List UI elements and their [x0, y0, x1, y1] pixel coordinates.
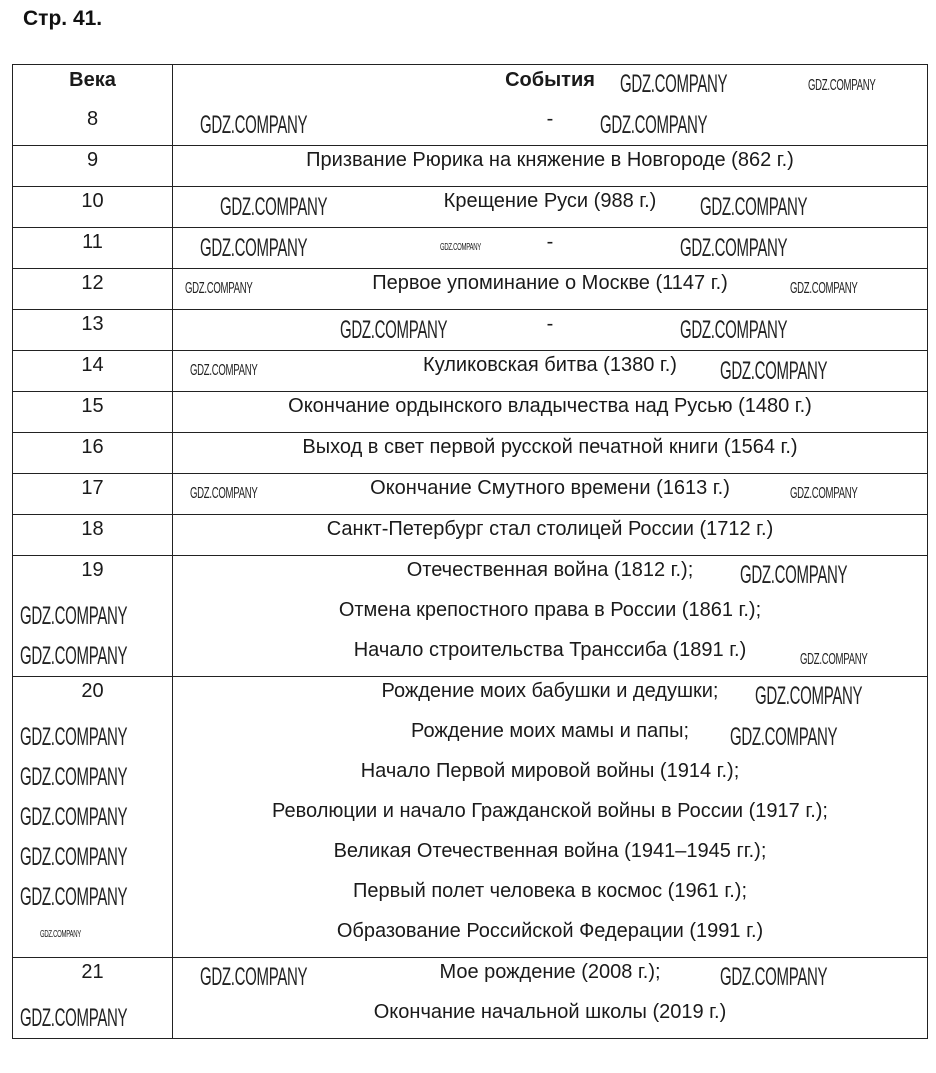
events-cell — [173, 228, 927, 268]
watermark-text: GDZ.COMPANY — [185, 280, 253, 297]
century-cell — [13, 556, 173, 676]
event-text: - — [546, 313, 554, 335]
events-cell — [173, 392, 927, 432]
events-cell — [173, 556, 927, 676]
watermark-text: GDZ.COMPANY — [200, 111, 308, 139]
watermark-text: GDZ.COMPANY — [20, 803, 128, 831]
century-number: 9 — [86, 149, 99, 171]
watermark-text: GDZ.COMPANY — [20, 763, 128, 791]
watermark-text: GDZ.COMPANY — [800, 651, 868, 668]
watermark-text: GDZ.COMPANY — [190, 362, 258, 379]
event-text: Окончание начальной школы (2019 г.) — [373, 1001, 727, 1023]
event-text: Крещение Руси (988 г.) — [443, 190, 657, 212]
watermark-text: GDZ.COMPANY — [808, 77, 876, 94]
century-cell — [13, 392, 173, 432]
event-text: - — [546, 231, 554, 253]
century-cell — [13, 269, 173, 309]
century-cell — [13, 958, 173, 1038]
event-text: Окончание ордынского владычества над Русью (1480 г.) — [288, 395, 812, 417]
century-number: 13 — [81, 313, 104, 335]
century-cell — [13, 677, 173, 957]
events-cell — [173, 187, 927, 227]
events-cell — [173, 958, 927, 1038]
watermark-text: GDZ.COMPANY — [20, 723, 128, 751]
events-cell — [173, 310, 927, 350]
watermark-text: GDZ.COMPANY — [790, 280, 858, 297]
century-cell — [13, 105, 173, 145]
watermark-text: GDZ.COMPANY — [20, 883, 128, 911]
events-cell — [173, 515, 927, 555]
century-cell — [13, 433, 173, 473]
century-number: 10 — [81, 190, 104, 212]
event-text: Отечественная война (1812 г.); — [406, 559, 694, 581]
century-number: 17 — [81, 477, 104, 499]
events-cell — [173, 351, 927, 391]
table-row — [13, 186, 927, 227]
events-cell — [173, 474, 927, 514]
header-centuries-cell — [13, 65, 173, 105]
century-number: 16 — [81, 436, 104, 458]
watermark-text: GDZ.COMPANY — [720, 357, 828, 385]
watermark-text: GDZ.COMPANY — [220, 193, 328, 221]
watermark-text: GDZ.COMPANY — [700, 193, 808, 221]
watermark-text: GDZ.COMPANY — [755, 682, 863, 710]
century-number: 20 — [81, 680, 104, 702]
watermark-text: GDZ.COMPANY — [20, 602, 128, 630]
event-text: Революции и начало Гражданской войны в России (1917 г.); — [272, 800, 828, 822]
history-table — [12, 64, 928, 1039]
events-cell — [173, 105, 927, 145]
century-number: 8 — [86, 108, 99, 130]
watermark-text: GDZ.COMPANY — [200, 234, 308, 262]
table-row — [13, 105, 927, 145]
century-number: 21 — [81, 961, 104, 983]
watermark-text: GDZ.COMPANY — [190, 485, 258, 502]
century-cell — [13, 146, 173, 186]
event-text: Рождение моих бабушки и дедушки; — [381, 680, 719, 702]
table-body — [13, 105, 927, 1038]
table-row — [13, 268, 927, 309]
table-row — [13, 957, 927, 1038]
watermark-text: GDZ.COMPANY — [680, 316, 788, 344]
watermark-text: GDZ.COMPANY — [200, 963, 308, 991]
watermark-text: GDZ.COMPANY — [680, 234, 788, 262]
events-cell — [173, 433, 927, 473]
watermark-text: GDZ.COMPANY — [790, 485, 858, 502]
event-text: - — [546, 108, 554, 130]
event-text: Призвание Рюрика на княжение в Новгороде (862 г.) — [306, 149, 794, 171]
event-text: Великая Отечественная война (1941–1945 гг.); — [333, 840, 767, 862]
table-row — [13, 391, 927, 432]
watermark-text: GDZ.COMPANY — [20, 843, 128, 871]
table-row — [13, 432, 927, 473]
watermark-text: GDZ.COMPANY — [440, 242, 481, 253]
table-row — [13, 473, 927, 514]
header-events-cell — [173, 65, 927, 105]
event-text: Начало Первой мировой войны (1914 г.); — [360, 760, 740, 782]
event-text: Мое рождение (2008 г.); — [439, 961, 661, 983]
century-number: 12 — [81, 272, 104, 294]
century-cell — [13, 228, 173, 268]
watermark-text: GDZ.COMPANY — [740, 561, 848, 589]
watermark-text: GDZ.COMPANY — [600, 111, 708, 139]
event-text: Начало строительства Транссиба (1891 г.) — [353, 639, 747, 661]
century-number: 14 — [81, 354, 104, 376]
header-centuries: Века — [69, 69, 116, 91]
event-text: Рождение моих мамы и папы; — [410, 720, 690, 742]
century-number: 15 — [81, 395, 104, 417]
watermark-text: GDZ.COMPANY — [720, 963, 828, 991]
event-text: Выход в свет первой русской печатной книги (1564 г.) — [302, 436, 798, 458]
century-cell — [13, 187, 173, 227]
table-row — [13, 350, 927, 391]
century-cell — [13, 515, 173, 555]
table-row — [13, 514, 927, 555]
table-header-row — [13, 65, 927, 105]
event-text: Отмена крепостного права в России (1861 г.); — [338, 599, 762, 621]
century-cell — [13, 351, 173, 391]
event-text: Куликовская битва (1380 г.) — [423, 354, 677, 376]
watermark-text: GDZ.COMPANY — [40, 929, 81, 940]
event-text: Окончание Смутного времени (1613 г.) — [370, 477, 730, 499]
table-row — [13, 676, 927, 957]
page-title: Стр. 41. — [23, 7, 103, 30]
table-row — [13, 227, 927, 268]
watermark-text: GDZ.COMPANY — [730, 723, 838, 751]
events-cell — [173, 269, 927, 309]
header-events: События — [505, 69, 595, 91]
century-cell — [13, 474, 173, 514]
watermark-text: GDZ.COMPANY — [340, 316, 448, 344]
event-text: Образование Российской Федерации (1991 г.) — [336, 920, 764, 942]
event-text: Первое упоминание о Москве (1147 г.) — [372, 272, 728, 294]
watermark-text: GDZ.COMPANY — [620, 70, 728, 98]
century-number: 18 — [81, 518, 104, 540]
watermark-text: GDZ.COMPANY — [20, 642, 128, 670]
watermark-text: GDZ.COMPANY — [20, 1004, 128, 1032]
century-number: 11 — [82, 231, 103, 253]
century-cell — [13, 310, 173, 350]
century-number: 19 — [81, 559, 104, 581]
events-cell — [173, 146, 927, 186]
event-text: Первый полет человека в космос (1961 г.); — [352, 880, 748, 902]
events-cell — [173, 677, 927, 957]
event-text: Санкт-Петербург стал столицей России (1712 г.) — [326, 518, 774, 540]
table-row — [13, 145, 927, 186]
table-row — [13, 309, 927, 350]
table-row — [13, 555, 927, 676]
